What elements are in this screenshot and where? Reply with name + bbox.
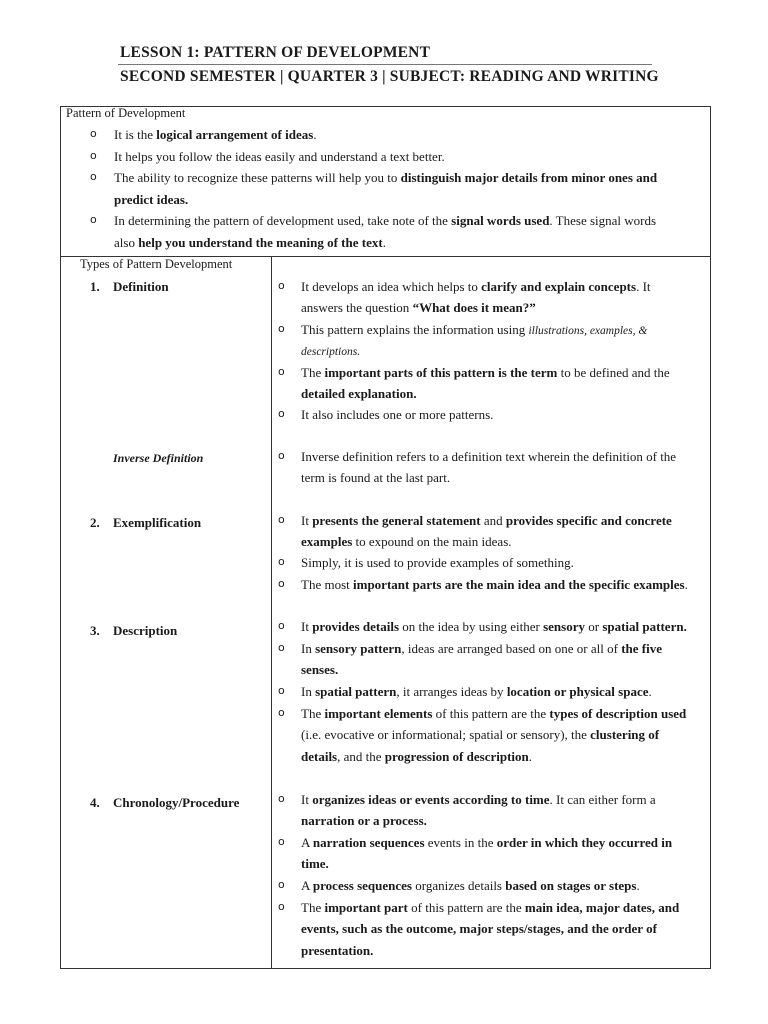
detail-bullet-marker: o [278,900,285,913]
detail-bullet-text: The important elements of this pattern are the types of description used [301,706,687,721]
detail-bullet-text: The important part of this pattern are the main idea, major dates, and [301,900,680,915]
types-column [60,256,272,969]
detail-bullet-marker: o [278,407,285,420]
intro-bullet-text: predict ideas. [114,192,189,207]
lesson-title: LESSON 1: PATTERN OF DEVELOPMENT [120,44,431,61]
detail-bullet-text: It provides details on the idea by using either sensory or spatial pattern. [301,619,687,634]
intro-bullet-text: It is the logical arrangement of ideas. [114,127,317,142]
intro-title: Pattern of Development [66,106,186,120]
detail-bullet-text: A process sequences organizes details based on stages or steps. [301,878,640,893]
detail-bullet-marker: o [278,279,285,292]
detail-bullet-marker: o [278,555,285,568]
detail-bullet-text: detailed explanation. [301,386,417,401]
item-number-2: 2. [90,515,100,530]
detail-bullet-text: It also includes one or more patterns. [301,407,494,422]
detail-bullet-text: It organizes ideas or events according to time. It can either form a [301,792,656,807]
item-number-1: 1. [90,279,100,294]
detail-bullet-marker: o [278,641,285,654]
detail-bullet-text: In sensory pattern, ideas are arranged based on one or all of the five [301,641,663,656]
detail-bullet-text: In spatial pattern, it arranges ideas by location or physical space. [301,684,652,699]
intro-bullet-marker: o [90,213,97,226]
item-number-3: 3. [90,623,100,638]
detail-bullet-text: events, such as the outcome, major steps/stages, and the order of [301,921,657,936]
term-chronology-procedure: Chronology/Procedure [113,795,240,810]
detail-bullet-text: term is found at the last part. [301,470,451,485]
intro-bullet-text: The ability to recognize these patterns will help you to distinguish major details from minor ones and [114,170,658,185]
types-title: Types of Pattern Development [80,257,233,271]
detail-bullet-text: This pattern explains the information using illustrations, examples, & [301,322,648,337]
detail-bullet-text: The important parts of this pattern is the term to be defined and the [301,365,670,380]
detail-bullet-text: narration or a process. [301,813,427,828]
detail-bullet-marker: o [278,365,285,378]
detail-bullet-marker: o [278,706,285,719]
detail-bullet-text: A narration sequences events in the order in which they occurred in [301,835,673,850]
term-description: Description [113,623,178,638]
detail-bullet-marker: o [278,513,285,526]
detail-bullet-marker: o [278,577,285,590]
detail-bullet-text: senses. [301,662,339,677]
detail-bullet-text: answers the question “What does it mean?” [301,300,536,315]
detail-bullet-text: time. [301,856,329,871]
detail-bullet-marker: o [278,322,285,335]
detail-bullet-marker: o [278,619,285,632]
intro-bullet-text: In determining the pattern of development used, take note of the signal words used. These signal words [114,213,657,228]
item-number-4: 4. [90,795,100,810]
detail-bullet-marker: o [278,684,285,697]
term-definition: Definition [113,279,169,294]
detail-bullet-text: Simply, it is used to provide examples of something. [301,555,574,570]
detail-bullet-text: Inverse definition refers to a definition text wherein the definition of the [301,449,677,464]
detail-bullet-text: The most important parts are the main idea and the specific examples. [301,577,688,592]
detail-bullet-text: presentation. [301,943,374,958]
detail-bullet-text: descriptions. [301,346,361,358]
detail-bullet-marker: o [278,449,285,462]
detail-bullet-text: details, and the progression of description. [301,749,533,764]
intro-bullet-marker: o [90,149,97,162]
detail-bullet-text: It develops an idea which helps to clarify and explain concepts. It [301,279,651,294]
semester-subject-line: SECOND SEMESTER | QUARTER 3 | SUBJECT: READING AND WRITING [120,68,659,85]
intro-bullet-marker: o [90,170,97,183]
detail-bullet-marker: o [278,792,285,805]
detail-bullet-text: It presents the general statement and provides specific and concrete [301,513,672,528]
detail-bullet-text: examples to expound on the main ideas. [301,534,512,549]
intro-bullet-text: also help you understand the meaning of the text. [114,235,386,250]
intro-bullet-marker: o [90,127,97,140]
detail-bullet-text: (i.e. evocative or informational; spatial or sensory), the clustering of [301,727,660,742]
header-divider [118,64,652,65]
term-exemplification: Exemplification [113,515,202,530]
detail-bullet-marker: o [278,835,285,848]
detail-bullet-marker: o [278,878,285,891]
term-inverse-definition: Inverse Definition [113,451,204,465]
intro-bullet-text: It helps you follow the ideas easily and understand a text better. [114,149,445,164]
